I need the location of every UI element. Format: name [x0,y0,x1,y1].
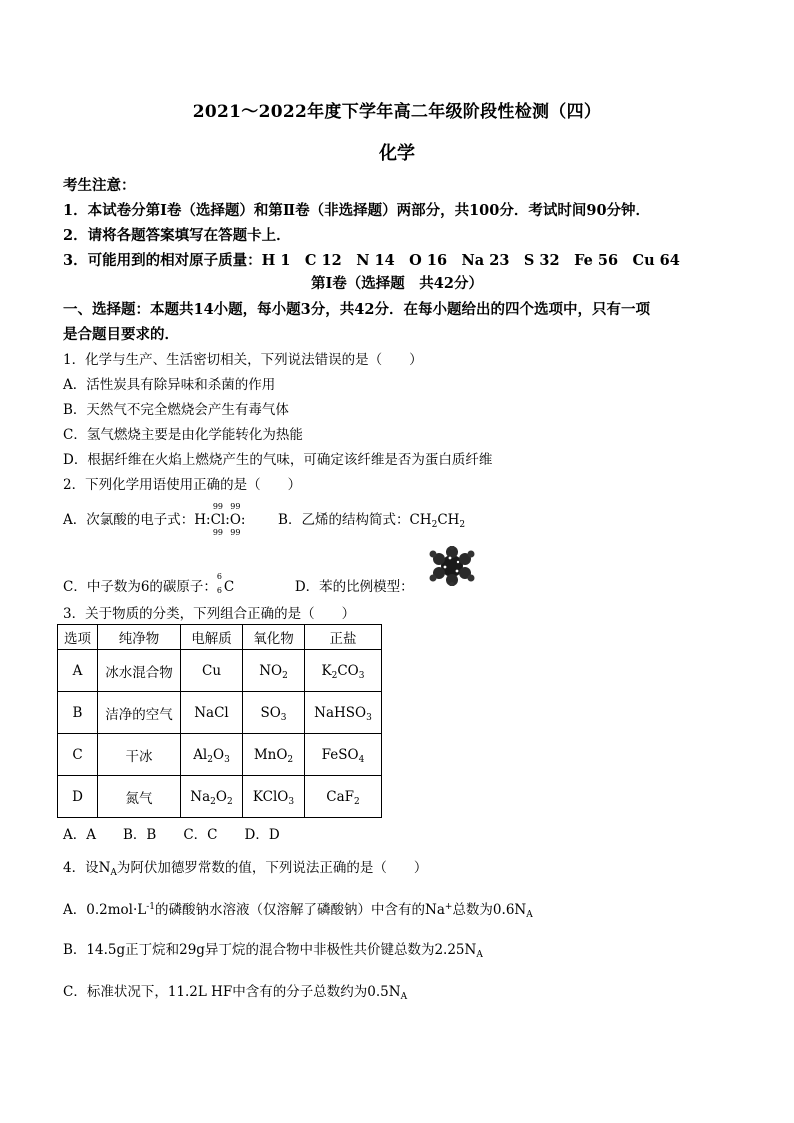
notice-item: 3．可能用到的相对原子质量：H 1 C 12 N 14 O 16 Na 23 S 32 Fe 56 Cu 64 [63,252,680,269]
table-cell: $Na_2O_2$ [181,776,243,818]
option-b: B．天然气不完全燃烧会产生有毒气体 [63,402,289,418]
table-header-cell: 电解质 [181,625,243,650]
table-cell: $NO_2$ [243,650,305,692]
table-cell: D [58,776,98,818]
question-stem: 1．化学与生产、生活密切相关，下列说法错误的是（ ） [63,352,423,368]
answer-options: A．A B．B C．C D．D [63,827,280,843]
table-row [58,734,382,776]
table-row [58,650,382,692]
table-row [58,776,382,818]
table-cell: $K_2CO_3$ [305,650,382,692]
table-header-cell: 氧化物 [243,625,305,650]
electron-formula: H: 99 Cl 99 : 99 O 99 : [194,502,246,537]
classification-table [57,624,382,818]
table-header-cell: 选项 [58,625,98,650]
option-d: D．根据纤维在火焰上燃烧产生的气味，可确定该纤维是否为蛋白质纤维 [63,452,493,468]
question-stem: 4．设$N_A$为阿伏加德罗常数的值，下列说法正确的是（ ） [63,860,428,878]
subject-title: 化学 [379,143,415,164]
table-cell: 冰水混合物 [98,650,181,692]
table-cell: FeSO$_4$ [305,734,382,776]
option-a: A．活性炭具有除异味和杀菌的作用 [63,377,276,393]
table-cell: A [58,650,98,692]
table-cell: Cu [181,650,243,692]
table-header-cell: 正盐 [305,625,382,650]
option-d: D．苯的比例模型： [294,579,414,595]
benzene-model-icon [429,546,475,586]
option-c: C．中子数为6的碳原子： 6 6 C D．苯的比例模型： [63,572,414,595]
question-stem: 2．下列化学用语使用正确的是（ ） [63,477,302,493]
option-b: B．14.5g正丁烷和29g异丁烷的混合物中非极性共价键总数为$2.25N_A$ [63,942,483,960]
table-cell: $Al_2O_3$ [181,734,243,776]
section-title: 第Ⅰ卷（选择题 共42分） [311,275,483,292]
section-instructions-cont: 是合题目要求的． [63,326,179,343]
option-a [63,502,466,537]
table-cell: NaCl [181,692,243,734]
option-c: C．氢气燃烧主要是由化学能转化为热能 [63,427,303,443]
table-cell: B [58,692,98,734]
table-row [58,692,382,734]
option-a: A．$0.2mol\cdot L^{-1}$的磷酸钠水溶液（仅溶解了磷酸钠）中含有的Na+总数为$0.6N_A$ [63,902,533,920]
table-cell: MnO$_2$ [243,734,305,776]
notice-heading: 考生注意： [63,177,136,194]
table-cell: $SO_3$ [243,692,305,734]
page-title: 2021～2022年度下学年高二年级阶段性检测（四） [192,102,602,122]
table-cell: CaF$_2$ [305,776,382,818]
section-instructions: 一、选择题：本题共14小题，每小题3分，共42分．在每小题给出的四个选项中，只有一项 [63,301,650,318]
notice-item: 1．本试卷分第Ⅰ卷（选择题）和第Ⅱ卷（非选择题）两部分，共100分．考试时间90分钟． [63,202,651,219]
table-cell: KClO$_3$ [243,776,305,818]
table-header-row [58,625,382,650]
question-stem: 3．关于物质的分类，下列组合正确的是（ ） [63,606,356,622]
table-cell: 干冰 [98,734,181,776]
table-header-cell: 纯净物 [98,625,181,650]
table-cell: C [58,734,98,776]
carbon-nuclide: 6 6 C [216,572,235,595]
option-c: C．标准状况下，11.2L HF中含有的分子总数约为$0.5N_A$ [63,984,408,1002]
option-b: B．乙烯的结构简式：$CH_2CH_2$ [278,512,466,530]
table-cell: 洁净的空气 [98,692,181,734]
notice-item: 2．请将各题答案填写在答题卡上． [63,227,291,244]
table-cell: 氮气 [98,776,181,818]
table-cell: NaHSO$_3$ [305,692,382,734]
option-label: A．次氯酸的电子式： [63,512,195,528]
